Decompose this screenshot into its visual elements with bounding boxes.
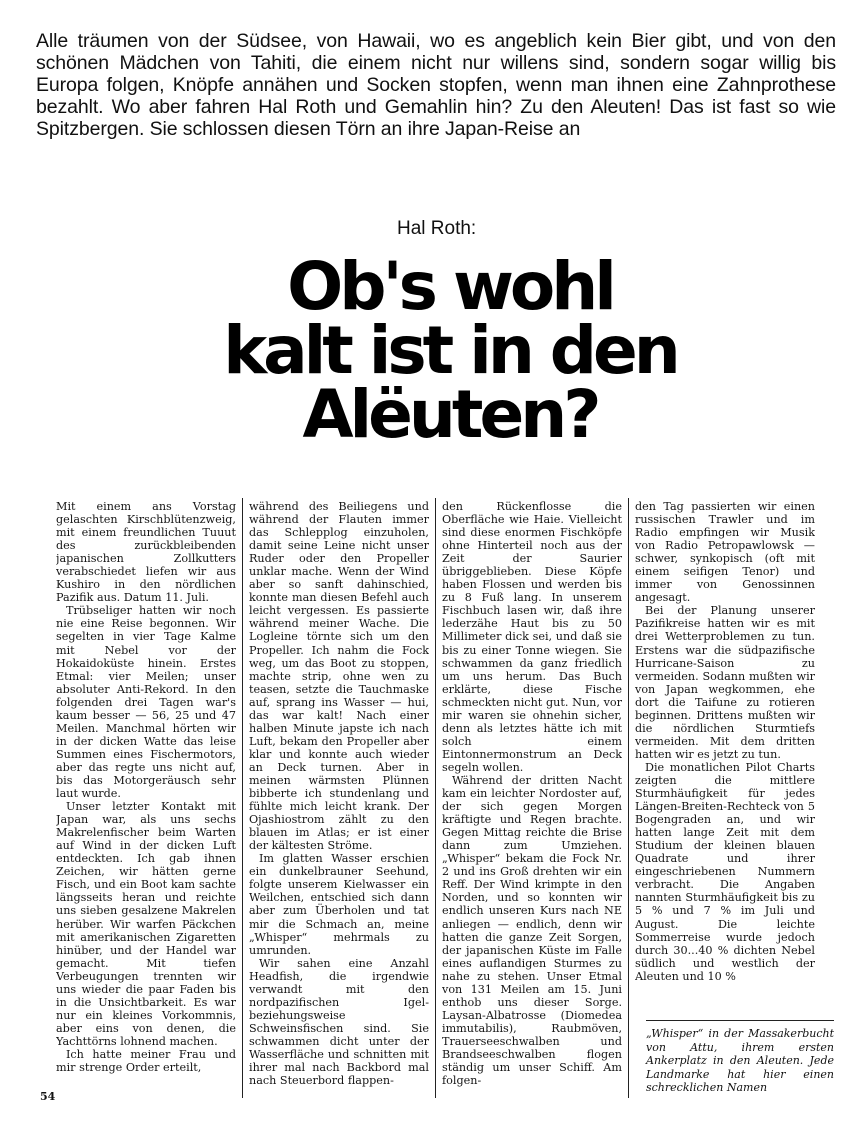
paragraph: Im glatten Wasser erschien ein dunkelbrauner Seehund, folgte unserem Kielwasser ein Weilchen, entschied sich dann aber zum Überholen und tat mir die Schmach an, meine „Whisper“ mehrmals zu umrunden.	[249, 852, 429, 957]
column-rule	[435, 498, 436, 1098]
paragraph: während des Beiliegens und während der Flauten immer das Schlepplog einzuholen, damit seine Leine nicht unser Ruder oder den Propeller unklar mache. Wenn der Wind aber so sanft dahinschied, konnte man diesen Befehl auch leicht vergessen. Es passierte während meiner Wache. Die Logleine törnte sich um den Propeller. Ich nahm die Fock weg, um das Boot zu stoppen, machte strip, ohne wen zu teasen, setzte die Tauchmaske auf, sprang ins Wasser — hui, das war kalt! Nach einer halben Minute japste ich nach Luft, bekam den Propeller aber klar und konnte auch wieder an Deck turnen. Aber in meinen wärmsten Plünnen bibberte ich stundenlang und fühlte mich leicht krank. Der Ojashiostrom zählt zu den blauen im Atlas; er ist einer der kältesten Ströme.	[249, 500, 429, 853]
paragraph: Ich hatte meiner Frau und mir strenge Order erteilt,	[56, 1047, 236, 1075]
paragraph: Mit einem ans Vorstag gelaschten Kirschblütenzweig, mit einem freundlichen Tuuut des zurückbleibenden japanischen Zollkutters verabschiedet liefen wir aus Kushiro in den nördlichen Pazifik aus. Datum 11. Juli.	[56, 500, 236, 605]
column-rule	[242, 498, 243, 1098]
paragraph: Die monatlichen Pilot Charts zeigten die mittlere Sturmhäufigkeit für jedes Längen-Breiten-Rechteck von 5 Bogengraden an, und wir hatten lange Zeit mit dem Studium der kleinen blauen Quadrate und ihrer eingeschriebenen Nummern verbracht. Die Angaben nannten Sturmhäufigkeit bis zu 5 % und 7 % im Juli und August. Die leichte Sommerreise wurde jedoch durch 30...40 % dichten Nebel südlich und westlich der Aleuten und 10 %	[635, 760, 815, 983]
column-1	[56, 500, 236, 1100]
intro-text: Alle träumen von der Südsee, von Hawaii, wo es angeblich kein Bier gibt, und von den schönen Mädchen von Tahiti, die einem nicht nur willens sind, sondern sogar willig bis Europa folgen, Knöpfe annähen und Socken stopfen, wenn man ihnen eine Zahnprothese bezahlt. Wo aber fahren Hal Roth und Gemahlin hin? Zu den Aleuten! Das ist fast so wie Spitzbergen. Sie schlossen diesen Törn an ihre Japan-Reise an	[36, 30, 836, 140]
column-3	[442, 500, 622, 1100]
byline: Hal Roth:	[397, 218, 477, 239]
paragraph: Unser letzter Kontakt mit Japan war, als uns sechs Makrelenfischer beim Warten auf Wind in der dicken Luft entdeckten. Ich gab ihnen Zeichen, wir hätten gerne Fisch, und ein Boot kam sachte längsseits heran und reichte uns sieben gesalzene Makrelen herüber. Wir warfen Päckchen mit amerikanischen Zigaretten hinüber, und der Handel war gemacht. Mit tiefen Verbeugungen trennten wir uns wieder die paar Faden bis in die Unsichtbarkeit. Es war nur ein kleines Vorkommnis, aber eins von denen, die Yachttörns lohnend machen.	[56, 800, 236, 1048]
photo-caption: „Whisper“ in der Massakerbucht von Attu, ihrem ersten Ankerplatz in den Aleuten. Jede Landmarke hat hier einen schrecklichen Namen	[646, 1020, 834, 1095]
paragraph: den Tag passierten wir einen russischen Trawler und im Radio empfingen wir Musik von Radio Petropawlowsk — schwer, synkopisch (oft mit einem seifigen Tenor) und immer von Genossinnen angesagt.	[635, 500, 815, 605]
column-4	[635, 500, 815, 1015]
page-number: 54	[40, 1090, 56, 1103]
paragraph: den Rückenflosse die Oberfläche wie Haie. Vielleicht sind diese enormen Fischköpfe ohne Hinterteil noch aus der Zeit der Saurier übriggeblieben. Diese Köpfe haben Flossen und werden bis zu 8 Fuß lang. In unserem Fischbuch lasen wir, daß ihre lederzähe Haut bis zu 50 Millimeter dick sei, und daß sie bis zu einer Tonne wiegen. Sie schwammen da ganz friedlich um uns herum. Das Buch erklärte, diese Fische schmeckten nicht gut. Nun, vor mir waren sie ohnehin sicher, denn als letztes hätte ich mit solch einem Eintonnermonstrum an Deck segeln wollen.	[442, 500, 622, 774]
paragraph: Bei der Planung unserer Pazifikreise hatten wir es mit drei Wetterproblemen zu tun. Erstens war die südpazifische Hurricane-Saison zu vermeiden. Sodann mußten wir von Japan wegkommen, ehe dort die Taifune zu rotieren beginnen. Drittens mußten wir die nördlichen Sturmtiefs vermeiden. Mit dem dritten hatten wir es jetzt zu tun.	[635, 604, 815, 761]
headline	[190, 248, 710, 453]
paragraph: Wir sahen eine Anzahl Headfish, die irgendwie verwandt mit den nordpazifischen Igel- beziehungsweise Schweinsfischen sind. Sie schwammen dicht unter der Wasserfläche und schnitten mit ihrer mal nach Backbord mal nach Steuerbord flappen-	[249, 956, 429, 1088]
paragraph: Trübseliger hatten wir noch nie eine Reise begonnen. Wir segelten in vier Tage Kalme mit Nebel vor der Hokaidoküste hinein. Erstes Etmal: vier Meilen; unser absoluter Anti-Rekord. In den folgenden drei Tagen war's kaum besser — 56, 25 und 47 Meilen. Manchmal hörten wir in der dicken Watte das leise Summen eines Fischermotors, aber das regte uns nicht auf, bis das Motorgeräusch sehr laut wurde.	[56, 604, 236, 801]
headline-line-3: Alëuten?	[302, 376, 598, 453]
headline-line-1: Ob's wohl	[287, 248, 613, 325]
column-2	[249, 500, 429, 1100]
article-body	[56, 500, 816, 1100]
column-rule	[628, 498, 629, 1098]
intro-deck	[36, 30, 836, 140]
paragraph: Während der dritten Nacht kam ein leichter Nordoster auf, der sich gegen Morgen kräftigte und Regen brachte. Gegen Mittag reichte die Brise dann zum Umziehen. „Whisper“ bekam die Fock Nr. 2 und ins Groß drehten wir ein Reff. Der Wind krimpte in den Norden, und so konnten wir endlich unseren Kurs nach NE anliegen — endlich, denn wir hatten die ganze Zeit Sorgen, der japanischen Küste im Falle eines auflandigen Sturmes zu nahe zu stehen. Unser Etmal von 131 Meilen am 15. Juni enthob uns dieser Sorge. Laysan-Albatrosse (Diomedea immutabilis), Raubmöven, Trauerseeschwalben und Brandseeschwalben flogen ständig um unser Schiff. Am folgen-	[442, 773, 622, 1088]
headline-line-2: kalt ist in den	[223, 312, 677, 389]
